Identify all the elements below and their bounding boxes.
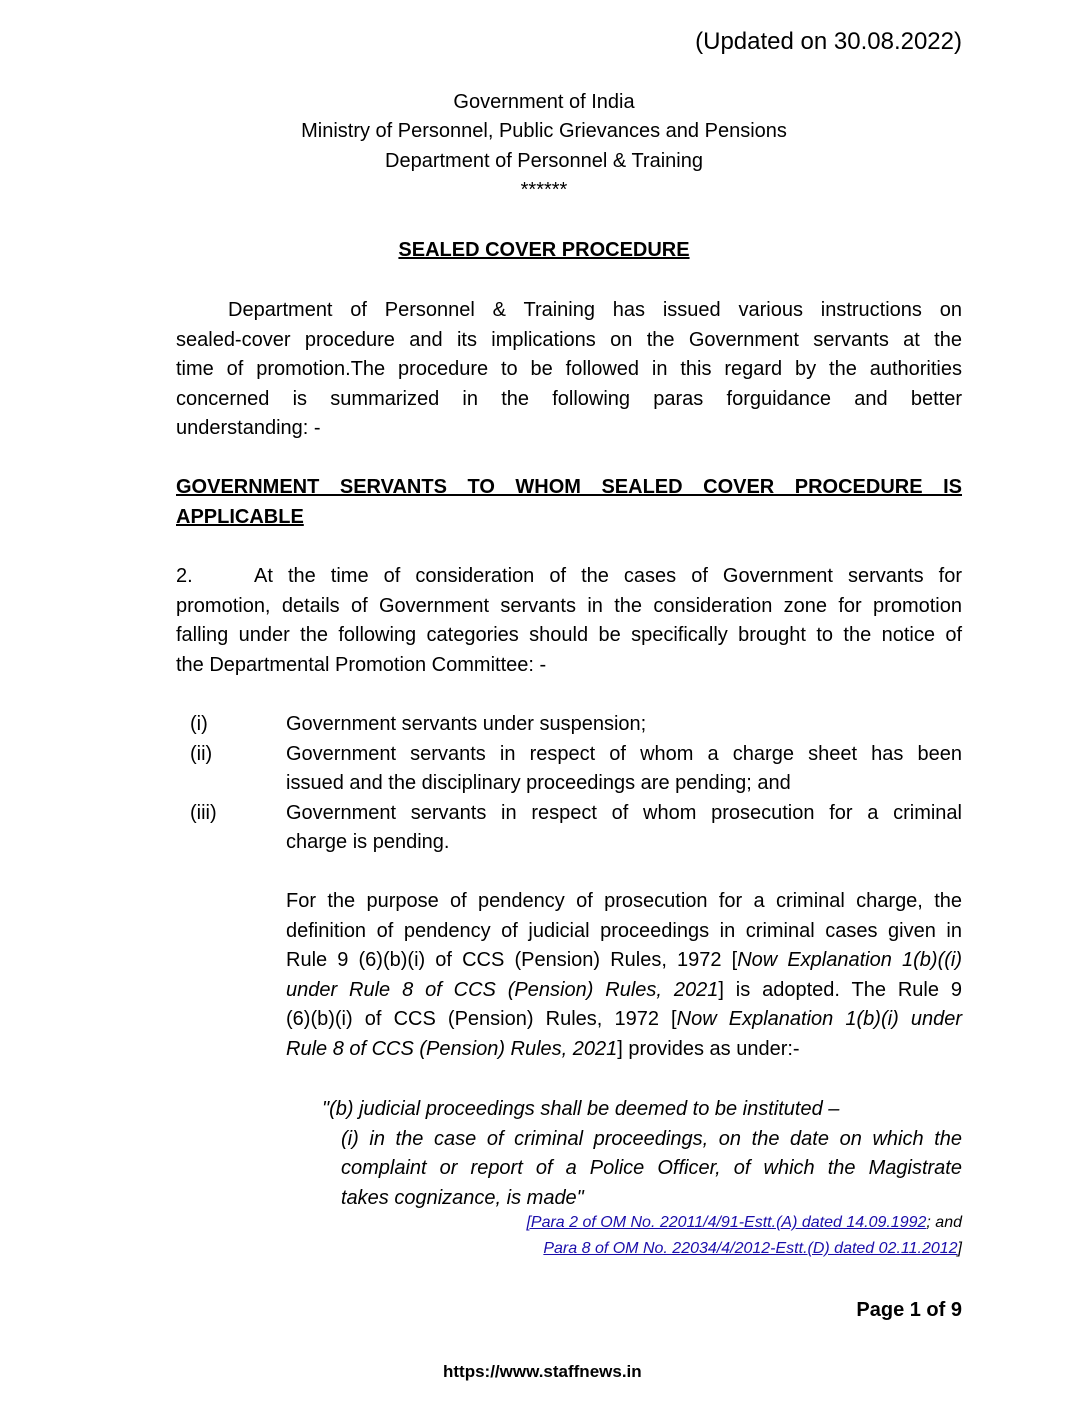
document-title: SEALED COVER PROCEDURE bbox=[398, 239, 690, 261]
text-segment: ] is adopted. The Rule 9 bbox=[718, 978, 962, 1001]
paragraph-line: falling under the following categories should be specifically brought to the notice of bbox=[176, 624, 962, 646]
list-item-label: (iii) bbox=[190, 801, 217, 824]
header-department: Department of Personnel & Training bbox=[385, 150, 703, 172]
paragraph-line: At the time of consideration of the cases of Government servants for bbox=[254, 565, 962, 587]
text-segment: definition of pendency of judicial proceedings in criminal cases given in bbox=[286, 919, 962, 942]
paragraph-line: time of promotion.The procedure to be followed in this regard by the authorities bbox=[176, 358, 962, 380]
quote-line: complaint or report of a Police Officer, of which the Magistrate bbox=[341, 1157, 962, 1179]
text-segment: Rule 9 (6)(b)(i) of CCS (Pension) Rules, 1972 [ bbox=[286, 949, 738, 971]
header-government: Government of India bbox=[453, 91, 635, 113]
list-item-label: (i) bbox=[190, 713, 208, 735]
paragraph-line: concerned is summarized in the following paras forguidance and better bbox=[176, 387, 962, 410]
para-2-number: 2. bbox=[176, 565, 193, 587]
list-item-text: issued and the disciplinary proceedings are pending; and bbox=[286, 772, 791, 794]
reference-line-1 bbox=[526, 1214, 962, 1232]
reference-link-1[interactable]: [Para 2 of OM No. 22011/4/91-Estt.(A) dated 14.09.1992 bbox=[526, 1214, 927, 1231]
quote-line: (i) in the case of criminal proceedings, on the date on which the bbox=[341, 1127, 962, 1150]
text-segment: ] provides as under:- bbox=[617, 1037, 800, 1060]
italic-reference: under Rule 8 of CCS (Pension) Rules, 2021 bbox=[286, 978, 719, 1001]
italic-reference: Rule 8 of CCS (Pension) Rules, 2021 bbox=[286, 1037, 618, 1060]
quote-line: takes cognizance, is made" bbox=[341, 1186, 584, 1209]
list-item-text: charge is pending. bbox=[286, 831, 450, 853]
heading-line: GOVERNMENT SERVANTS TO WHOM SEALED COVER PROCEDURE IS bbox=[176, 476, 962, 498]
paragraph-line bbox=[286, 1007, 962, 1031]
paragraph-line: understanding: - bbox=[176, 417, 321, 439]
list-item-text: Government servants under suspension; bbox=[286, 713, 647, 735]
paragraph-line bbox=[286, 948, 962, 972]
reference-separator: ; and bbox=[926, 1214, 962, 1231]
text-segment: (6)(b)(i) of CCS (Pension) Rules, 1972 [ bbox=[286, 1008, 677, 1030]
header-ministry: Ministry of Personnel, Public Grievances and Pensions bbox=[301, 120, 787, 142]
paragraph-line bbox=[286, 978, 962, 1002]
paragraph-line bbox=[286, 919, 962, 943]
footer-url: https://www.staffnews.in bbox=[443, 1362, 642, 1381]
updated-date: (Updated on 30.08.2022) bbox=[695, 28, 962, 55]
paragraph-line: promotion, details of Government servants in the consideration zone for promotion bbox=[176, 594, 962, 617]
paragraph-line bbox=[286, 889, 962, 913]
heading-line: APPLICABLE bbox=[176, 505, 304, 528]
list-item-text: Government servants in respect of whom a charge sheet has been bbox=[286, 742, 962, 765]
paragraph-line bbox=[286, 1037, 962, 1061]
quote-line: "(b) judicial proceedings shall be deemed to be instituted – bbox=[322, 1098, 840, 1120]
list-item-label: (ii) bbox=[190, 742, 213, 765]
header-stars: ****** bbox=[520, 179, 568, 201]
paragraph-line: Department of Personnel & Training has issued various instructions on bbox=[228, 299, 962, 321]
reference-link-2[interactable]: Para 8 of OM No. 22034/4/2012-Estt.(D) dated 02.11.2012 bbox=[543, 1240, 958, 1257]
reference-line-2 bbox=[543, 1240, 962, 1258]
paragraph-line: the Departmental Promotion Committee: - bbox=[176, 653, 547, 676]
list-item-text: Government servants in respect of whom prosecution for a criminal bbox=[286, 801, 962, 824]
reference-close: ] bbox=[957, 1240, 962, 1257]
text-segment: For the purpose of pendency of prosecution for a criminal charge, the bbox=[286, 890, 962, 912]
italic-reference: Now Explanation 1(b)((i) bbox=[737, 949, 962, 971]
italic-reference: Now Explanation 1(b)(i) under bbox=[676, 1008, 963, 1030]
page-number: Page 1 of 9 bbox=[856, 1299, 962, 1321]
paragraph-line: sealed-cover procedure and its implications on the Government servants at the bbox=[176, 328, 962, 351]
